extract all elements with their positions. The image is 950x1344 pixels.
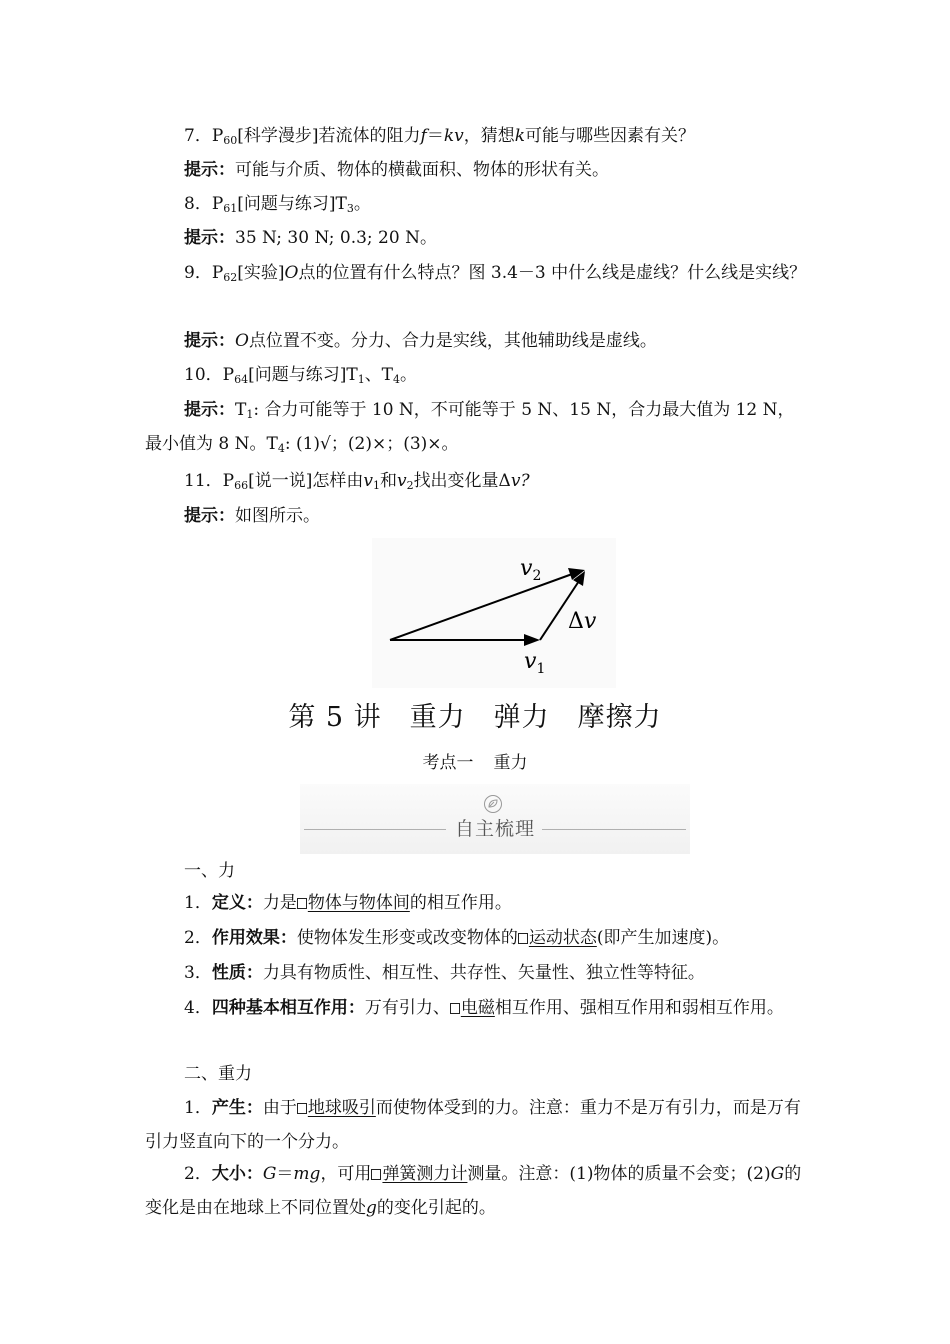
a10-text1: : 合力可能等于 10 N，不可能等于 5 N、15 N，合力最大值为 12 N，最小值为 8 N。T	[145, 400, 795, 454]
j2-label: 大小：	[211, 1164, 263, 1184]
blank-box	[371, 1169, 381, 1180]
i3-number: 3．	[184, 963, 212, 983]
i4-post: 相互作用、强相互作用和弱相互作用。	[494, 998, 784, 1018]
q10-t4-sub: 4	[393, 373, 401, 386]
i4-pre: 万有引力、	[364, 998, 450, 1018]
j2-g2: G	[770, 1164, 785, 1184]
i4-number: 4．	[184, 998, 212, 1018]
q7-eq: ＝	[426, 126, 444, 146]
hint-label: 提示：	[184, 400, 235, 420]
q7-page-sub: 60	[223, 134, 238, 147]
j2-eq: ＝	[276, 1164, 294, 1184]
blank-box	[297, 1103, 307, 1114]
a10-text2: : (1)√；(2)×；(3)×。	[284, 434, 459, 454]
i3-label: 性质：	[211, 963, 263, 983]
section-subtitle	[0, 748, 950, 773]
question-11	[145, 464, 807, 498]
answer-9	[145, 324, 807, 358]
q9-number: 9．P	[184, 263, 224, 283]
leaf-icon	[483, 794, 503, 814]
q11-v1: v	[363, 471, 373, 491]
q10-number: 10．P	[184, 365, 235, 385]
q11-v2-sub: 2	[406, 479, 414, 492]
hint-label: 提示：	[184, 160, 235, 180]
a11-text: 如图所示。	[235, 506, 320, 526]
question-9	[145, 256, 807, 290]
q7-rest1: ，猜想	[463, 126, 515, 146]
hint-label: 提示：	[184, 228, 235, 248]
q10-mid: 、T	[364, 365, 394, 385]
j2-fill: 弹簧测力计	[382, 1164, 468, 1184]
j2-post2: 的变化是由在地球上不同位置处	[145, 1164, 802, 1218]
q7-rest2: 可能与哪些因素有关？	[525, 126, 696, 146]
section-force: 一、力	[184, 861, 235, 881]
q10-t1-sub: 1	[357, 373, 365, 386]
q11-and: 和	[379, 471, 397, 491]
a8-text: 35 N; 30 N; 0.3; 20 N。	[235, 228, 437, 248]
q7-number: 7．P	[184, 126, 224, 146]
question-10	[145, 358, 807, 392]
i2-blank	[518, 928, 597, 948]
i1-fill: 物体与物体间	[307, 893, 410, 913]
q9-pre: [实验]	[237, 263, 285, 283]
section-banner	[300, 784, 690, 854]
q9-text: 点的位置有什么特点？图 3.4－3 中什么线是虚线？什么线是实线？	[298, 263, 807, 283]
j1-post: 而使物体受到的力。注意：重力不是万有引力，而是万有引力竖直向下的一个分力。	[145, 1098, 801, 1152]
q11-pre: [说一说]怎样由	[248, 471, 364, 491]
j2-mg: mg	[293, 1164, 321, 1184]
a10-t1-sub: 1	[246, 408, 254, 421]
question-7	[145, 119, 807, 153]
item-magnitude	[145, 1157, 807, 1225]
i3-text: 力具有物质性、相互性、共存性、矢量性、独立性等特征。	[262, 963, 705, 983]
item-origin	[145, 1091, 807, 1159]
j2-blank	[371, 1164, 467, 1184]
j1-label: 产生：	[211, 1098, 263, 1118]
a10-t4-sub: 4	[277, 442, 285, 455]
j1-number: 1．	[184, 1098, 212, 1118]
answer-7	[145, 153, 807, 187]
q7-k: k	[514, 126, 526, 146]
i2-post: (即产生加速度)。	[596, 928, 730, 948]
q11-number: 11．P	[184, 471, 235, 491]
a7-text: 可能与介质、物体的横截面积、物体的形状有关。	[235, 160, 609, 180]
q9-page-sub: 62	[223, 271, 238, 284]
q8-page-sub: 61	[223, 202, 238, 215]
i1-blank	[297, 893, 410, 913]
j1-fill: 地球吸引	[307, 1098, 376, 1118]
q8-t-sub: 3	[346, 202, 354, 215]
q8-number: 8．P	[184, 194, 224, 214]
banner-line-right	[542, 829, 686, 830]
j2-post: 测量。注意：(1)物体的质量不会变；(2)	[467, 1164, 771, 1184]
i2-label: 作用效果：	[211, 928, 297, 948]
q8-text: [问题与练习]T	[237, 194, 347, 214]
j2-post3: 的变化引起的。	[376, 1198, 496, 1218]
i1-number: 1．	[184, 893, 212, 913]
q10-page-sub: 64	[234, 373, 249, 386]
j2-g: G	[262, 1164, 277, 1184]
q7-text: [科学漫步]若流体的阻力	[237, 126, 421, 146]
blank-box	[450, 1003, 460, 1014]
title-elastic: 弹力	[493, 702, 550, 733]
j1-pre: 由于	[262, 1098, 297, 1118]
a10-t: T	[235, 400, 247, 420]
answer-10	[145, 393, 807, 461]
i2-fill: 运动状态	[528, 928, 597, 948]
subtitle-point: 考点一	[422, 753, 474, 773]
i2-pre: 使物体发生形变或改变物体的	[296, 928, 518, 948]
hint-label: 提示：	[184, 506, 235, 526]
q10-end: 。	[400, 365, 418, 385]
i4-label: 四种基本相互作用：	[211, 998, 365, 1018]
blank-box	[297, 898, 307, 909]
i1-pre: 力是	[262, 893, 297, 913]
item-property	[145, 956, 807, 990]
lecture-title	[0, 695, 950, 734]
dv-label: Δv	[568, 609, 597, 634]
q11-v1-sub: 1	[372, 479, 380, 492]
i1-post: 的相互作用。	[409, 893, 512, 913]
q7-kv: kv	[443, 126, 464, 146]
q11-end: v?	[510, 471, 530, 491]
title-gravity: 重力	[409, 702, 466, 733]
blank-box	[518, 933, 528, 944]
v2-label: $v_2$	[520, 556, 542, 584]
v1-label: $v_1$	[524, 649, 546, 677]
q11-page-sub: 66	[234, 479, 249, 492]
answer-8	[145, 221, 807, 255]
a9-o: O	[235, 331, 249, 351]
a9-text: 点位置不变。分力、合力是实线，其他辅助线是虚线。	[248, 331, 657, 351]
j1-blank	[297, 1098, 376, 1118]
item-effect	[145, 921, 807, 955]
i2-number: 2．	[184, 928, 212, 948]
j2-pre: ，可用	[320, 1164, 372, 1184]
q9-o: O	[284, 263, 299, 283]
q11-post: 找出变化量Δ	[413, 471, 511, 491]
item-interactions	[145, 991, 807, 1025]
hint-label: 提示：	[184, 331, 235, 351]
i4-blank	[450, 998, 495, 1018]
subtitle-topic: 重力	[493, 753, 528, 773]
i1-label: 定义：	[211, 893, 263, 913]
q8-end: 。	[353, 194, 371, 214]
lecture-number: 第 5 讲	[288, 702, 382, 733]
q7-f: f	[420, 126, 427, 146]
section-gravity: 二、重力	[184, 1064, 252, 1084]
item-definition	[145, 886, 807, 920]
j2-number: 2．	[184, 1164, 212, 1184]
j2-small-g: g	[366, 1198, 377, 1218]
q10-text: [问题与练习]T	[248, 365, 358, 385]
answer-11	[145, 499, 807, 533]
question-8	[145, 187, 807, 221]
q11-v2: v	[396, 471, 407, 491]
banner-title: 自主梳理	[454, 818, 535, 840]
vector-diagram	[372, 538, 616, 688]
title-friction: 摩擦力	[577, 702, 662, 733]
i4-fill: 电磁	[460, 998, 495, 1018]
